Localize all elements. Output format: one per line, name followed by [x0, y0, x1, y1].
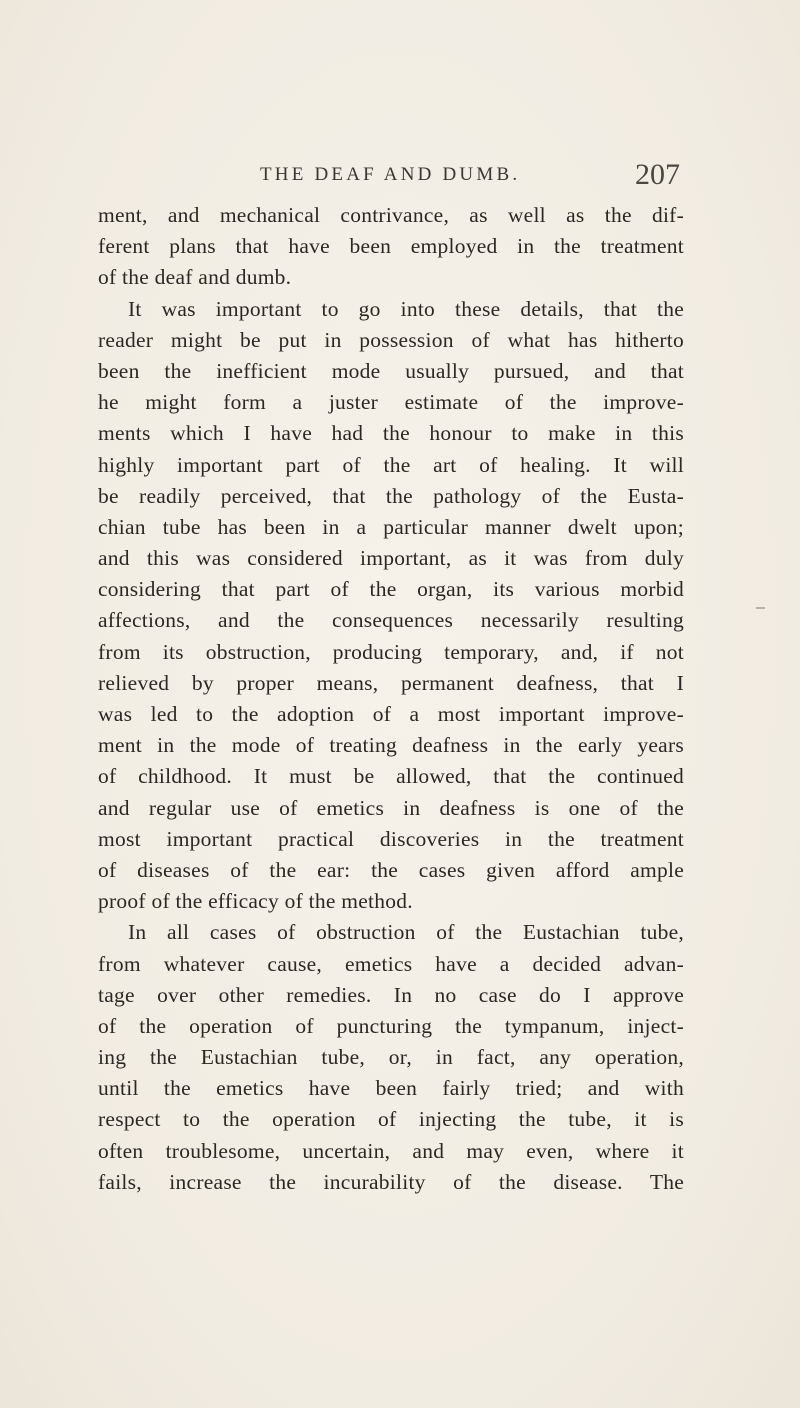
text-line: ferent plans that have been employed in the treatment: [98, 234, 684, 259]
text-line: fails, increase the incurability of the disease. The: [98, 1169, 684, 1194]
text-line: ments which I have had the honour to make in this: [98, 421, 684, 446]
text-line: ment in the mode of treating deafness in the early years: [98, 733, 684, 758]
text-line: from whatever cause, emetics have a decided advan-: [98, 951, 684, 976]
text-line: he might form a juster estimate of the improve-: [98, 390, 684, 415]
text-line: respect to the operation of injecting the tube, it is: [98, 1107, 684, 1132]
text-line: until the emetics have been fairly tried; and with: [98, 1076, 684, 1101]
text-line: of childhood. It must be allowed, that the continued: [98, 764, 684, 789]
page-number: 207: [635, 158, 680, 191]
text-line: from its obstruction, producing temporary, and, if not: [98, 639, 684, 664]
running-title: THE DEAF AND DUMB.: [260, 164, 521, 185]
text-line: of the deaf and dumb.: [98, 265, 292, 290]
running-head: [100, 158, 700, 198]
text-line: ment, and mechanical contrivance, as well as the dif-: [98, 203, 684, 227]
text-line: considering that part of the organ, its various morbid: [98, 577, 684, 602]
text-line: tage over other remedies. In no case do I approve: [98, 982, 684, 1007]
text-line: ing the Eustachian tube, or, in fact, any operation,: [98, 1045, 684, 1070]
text-line: and this was considered important, as it was from duly: [98, 546, 684, 571]
text-line: reader might be put in possession of what has hitherto: [98, 327, 684, 352]
text-line: affections, and the consequences necessarily resulting: [98, 608, 684, 633]
text-line: and regular use of emetics in deafness is one of the: [98, 795, 684, 820]
text-line: been the inefficient mode usually pursued, and that: [98, 358, 684, 383]
text-line: It was important to go into these details, that the: [128, 296, 684, 321]
text-line: most important practical discoveries in the treatment: [98, 826, 684, 851]
text-line: be readily perceived, that the pathology of the Eusta-: [98, 483, 684, 508]
text-line: chian tube has been in a particular manner dwelt upon;: [98, 514, 684, 539]
margin-mark: [756, 607, 765, 609]
text-line: often troublesome, uncertain, and may even, where it: [98, 1138, 684, 1163]
text-line: was led to the adoption of a most important improve-: [98, 702, 684, 726]
text-line: relieved by proper means, permanent deafness, that I: [98, 670, 684, 695]
text-line: of diseases of the ear: the cases given afford ample: [98, 857, 684, 882]
text-line: In all cases of obstruction of the Eustachian tube,: [128, 920, 684, 945]
body-text: [98, 200, 684, 1198]
text-line: proof of the efficacy of the method.: [98, 889, 413, 914]
text-line: highly important part of the art of healing. It will: [98, 452, 684, 477]
text-line: of the operation of puncturing the tympanum, inject-: [98, 1013, 684, 1038]
